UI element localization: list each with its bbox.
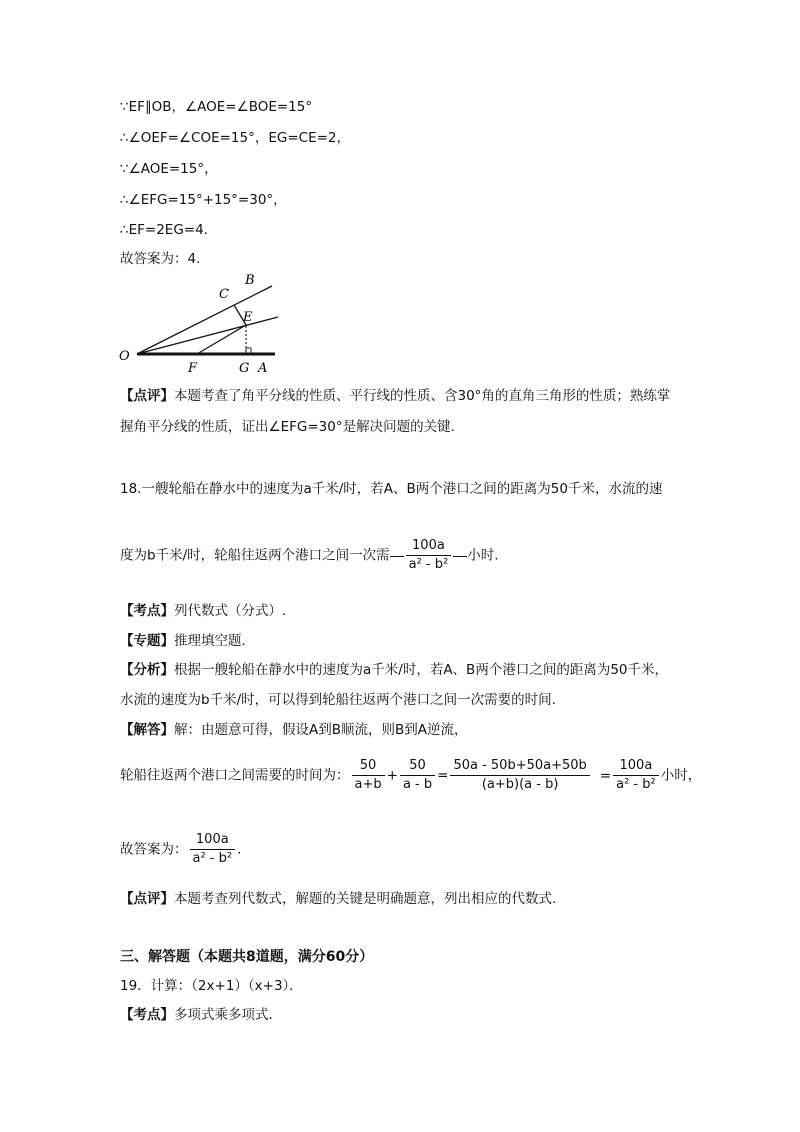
jieda-18-tag: 【解答】 xyxy=(120,722,174,738)
label-E: E xyxy=(243,310,253,325)
equals-1: = xyxy=(437,767,449,784)
fraction-3-den: (a+b)(a - b) xyxy=(481,777,559,792)
label-O: O xyxy=(119,349,130,364)
right-angle-mark xyxy=(246,348,251,353)
calc-18-line xyxy=(120,758,701,793)
answer-blank-fraction xyxy=(406,538,452,573)
fraction-1-num: 50 xyxy=(352,758,385,776)
proof-line-5: ∴EF=2EG=4. xyxy=(120,222,208,238)
question-19: 19．计算：（2x+1）（x+3）． xyxy=(120,978,303,994)
kaodian-19-tag: 【考点】 xyxy=(120,1007,174,1023)
label-B: B xyxy=(245,273,255,288)
fenxi-18-tag: 【分析】 xyxy=(120,662,174,678)
answer-18-den: a² - b² xyxy=(192,851,233,866)
answer-18-prefix: 故答案为： xyxy=(120,841,188,858)
fraction-3-num: 50a - 50b+50a+50b xyxy=(450,758,589,776)
fraction-2 xyxy=(400,758,435,793)
fraction-1-den: a+b xyxy=(354,777,382,792)
answer-18-line xyxy=(120,832,241,867)
fraction-4-den: a² - b² xyxy=(616,777,656,792)
review-17-line-1 xyxy=(120,387,670,405)
fraction-3 xyxy=(450,758,589,793)
kaodian-19 xyxy=(120,1006,273,1024)
zhuanti-18-tag: 【专题】 xyxy=(120,633,174,649)
fenxi-18-line-1 xyxy=(120,661,668,679)
calc-18-prefix: 轮船往返两个港口之间需要的时间为： xyxy=(120,767,350,784)
kaodian-18-tag: 【考点】 xyxy=(120,603,174,619)
proof-line-2: ∴∠OEF=∠COE=15°，EG=CE=2， xyxy=(120,130,351,146)
question-18-line-1: 18.一艘轮船在静水中的速度为a千米/时，若A、B两个港口之间的距离为50千米，水流的速 xyxy=(120,481,663,497)
jieda-18-text: 解：由题意可得，假设A到B顺流，则B到A逆流， xyxy=(174,722,468,738)
fraction-4-num: 100a xyxy=(613,758,659,776)
fraction-2-num: 50 xyxy=(400,758,435,776)
section-3-heading: 三、解答题（本题共8道题，满分60分） xyxy=(120,949,374,965)
fraction-1 xyxy=(352,758,385,793)
answer-18-fraction xyxy=(190,832,236,867)
answer-denominator: a² - b² xyxy=(408,557,449,572)
proof-line-3: ∵∠AOE=15°， xyxy=(120,161,218,177)
question-18-suffix: 小时. xyxy=(467,547,499,564)
kaodian-19-text: 多项式乘多项式. xyxy=(174,1007,273,1023)
answer-numerator: 100a xyxy=(406,538,452,556)
segment-FE xyxy=(197,325,246,354)
answer-18-num: 100a xyxy=(190,832,236,850)
review-17-text-1: 本题考查了角平分线的性质、平行线的性质、含30°角的直角三角形的性质；熟练掌 xyxy=(174,388,671,404)
blank-left xyxy=(390,555,404,557)
question-18-prefix: 度为b千米/时，轮船往返两个港口之间一次需 xyxy=(120,547,390,564)
question-18-line-2 xyxy=(120,538,499,573)
plus-sign: + xyxy=(386,767,398,784)
geometry-figure xyxy=(115,268,285,378)
fraction-4 xyxy=(613,758,659,793)
jieda-18 xyxy=(120,721,468,739)
label-F: F xyxy=(188,361,198,376)
kaodian-18-text: 列代数式（分式）. xyxy=(174,603,287,619)
review-17-line-2: 握角平分线的性质，证出∠EFG=30°是解决问题的关键. xyxy=(120,419,455,435)
fenxi-18-text-1: 根据一艘轮船在静水中的速度为a千米/时，若A、B两个港口之间的距离为50千米， xyxy=(174,662,668,678)
answer-17: 故答案为：4. xyxy=(120,251,201,267)
kaodian-18 xyxy=(120,602,286,620)
proof-line-4: ∴∠EFG=15°+15°=30°， xyxy=(120,192,287,208)
calc-18-suffix: 小时， xyxy=(660,767,702,784)
zhuanti-18 xyxy=(120,632,246,650)
review-18 xyxy=(120,890,556,908)
review-18-text: 本题考查列代数式，解题的关键是明确题意，列出相应的代数式. xyxy=(174,891,557,907)
label-C: C xyxy=(219,287,229,302)
review-17-tag: 【点评】 xyxy=(120,388,174,404)
proof-line-1: ∵EF∥OB，∠AOE=∠BOE=15° xyxy=(120,99,313,115)
equals-2: = xyxy=(599,767,612,784)
label-A: A xyxy=(258,361,268,376)
answer-18-suffix: . xyxy=(237,841,242,858)
zhuanti-18-text: 推理填空题. xyxy=(174,633,246,649)
fenxi-18-line-2: 水流的速度为b千米/时，可以得到轮船往返两个港口之间一次需要的时间. xyxy=(120,692,556,708)
fraction-2-den: a - b xyxy=(402,777,433,792)
blank-right xyxy=(453,555,467,557)
review-18-tag: 【点评】 xyxy=(120,891,174,907)
label-G: G xyxy=(239,361,250,376)
